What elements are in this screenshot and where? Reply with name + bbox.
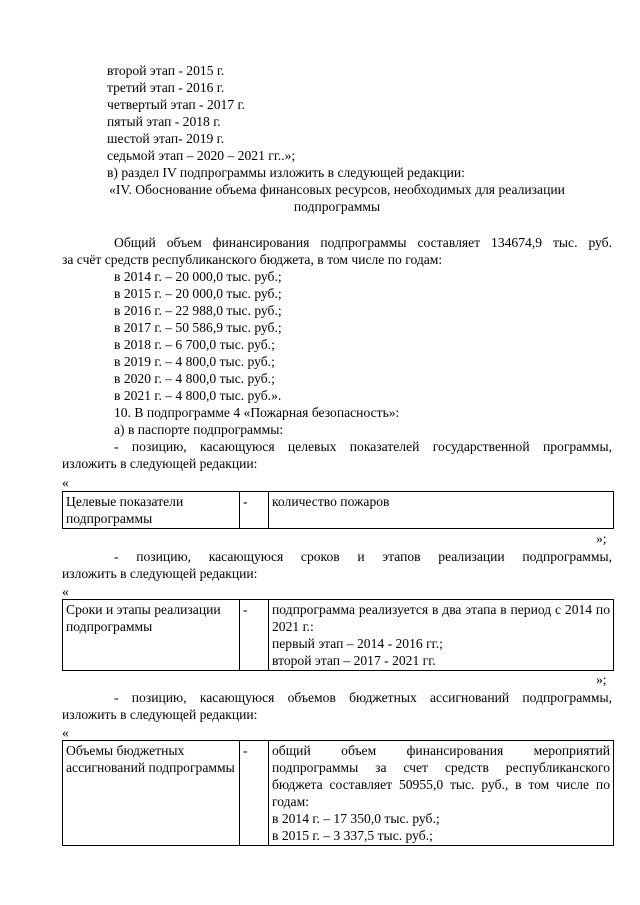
- table-cell-value: [269, 741, 614, 846]
- financing-year: в 2018 г. – 6 700,0 тыс. руб.;: [114, 337, 275, 352]
- section-heading-line2: подпрограммы: [293, 199, 381, 214]
- open-quote: «: [62, 475, 69, 490]
- pos2-line1: - позицию, касающуюся сроков и этапов реализации подпрограммы,: [114, 549, 612, 564]
- financing-year: в 2020 г. – 4 800,0 тыс. руб.;: [114, 371, 275, 386]
- financing-year: в 2016 г. – 22 988,0 тыс. руб.;: [114, 303, 282, 318]
- table-cell-label: Объемы бюджетных ассигнований подпрограммы: [63, 741, 240, 846]
- section-v-intro: в) раздел IV подпрограммы изложить в следующей редакции:: [107, 165, 465, 180]
- stage-line: третий этап - 2016 г.: [107, 80, 225, 95]
- financing-year: в 2015 г. – 20 000,0 тыс. руб.;: [114, 286, 282, 301]
- close-quote: »;: [596, 531, 607, 546]
- stage-line: шестой этап- 2019 г.: [107, 131, 225, 146]
- terms-paragraph: подпрограмма реализуется в два этапа в период с 2014 по 2021 г.:: [272, 602, 610, 634]
- open-quote: «: [62, 584, 69, 599]
- stage-line: второй этап - 2015 г.: [107, 63, 225, 78]
- table-budget-allocations: [62, 740, 614, 846]
- financing-year: в 2021 г. – 4 800,0 тыс. руб.».: [114, 388, 282, 403]
- financing-year: в 2014 г. – 20 000,0 тыс. руб.;: [114, 269, 282, 284]
- terms-stage-2: второй этап – 2017 - 2021 гг.: [272, 653, 436, 668]
- close-quote: »;: [596, 672, 607, 687]
- table-target-indicators: [62, 491, 614, 529]
- pos3-line2: изложить в следующей редакции:: [62, 707, 258, 722]
- table-cell-label: Сроки и этапы реализации подпрограммы: [63, 600, 240, 671]
- financing-line1: Общий объем финансирования подпрограммы составляет 134674,9 тыс. руб.: [114, 235, 612, 250]
- table-cell-value: [269, 600, 614, 671]
- stage-line: четвертый этап - 2017 г.: [107, 97, 245, 112]
- pos2-line2: изложить в следующей редакции:: [62, 566, 258, 581]
- stage-line: седьмой этап – 2020 – 2021 гг..»;: [107, 148, 296, 163]
- item-10: 10. В подпрограмме 4 «Пожарная безопасность»:: [114, 405, 400, 420]
- table-cell-dash: -: [240, 600, 269, 671]
- table-cell-label: Целевые показатели подпрограммы: [63, 492, 240, 529]
- pos1-line2: изложить в следующей редакции:: [62, 456, 258, 471]
- item-a: а) в паспорте подпрограммы:: [114, 422, 284, 437]
- terms-stage-1: первый этап – 2014 - 2016 гг.;: [272, 636, 443, 651]
- table-cell-dash: -: [240, 492, 269, 529]
- budget-paragraph: общий объем финансирования мероприятий подпрограммы за счет средств республиканского бюджета составляет 50955,0 тыс. руб., в том числе по годам:: [272, 743, 610, 809]
- table-cell-dash: -: [240, 741, 269, 846]
- financing-year: в 2019 г. – 4 800,0 тыс. руб.;: [114, 354, 275, 369]
- pos1-line1: - позицию, касающуюся целевых показателей государственной программы,: [114, 439, 612, 454]
- table-cell-value: количество пожаров: [269, 492, 614, 529]
- pos3-line1: - позицию, касающуюся объемов бюджетных ассигнований подпрограммы,: [114, 690, 612, 705]
- stage-line: пятый этап - 2018 г.: [107, 114, 221, 129]
- financing-line2: за счёт средств республиканского бюджета, в том числе по годам:: [62, 252, 443, 267]
- open-quote: «: [62, 725, 69, 740]
- budget-year: в 2014 г. – 17 350,0 тыс. руб.;: [272, 811, 440, 826]
- section-heading-line1: «IV. Обоснование объема финансовых ресурсов, необходимых для реализации: [109, 182, 565, 197]
- budget-year: в 2015 г. – 3 337,5 тыс. руб.;: [272, 828, 433, 843]
- table-terms-stages: [62, 599, 614, 671]
- financing-year: в 2017 г. – 50 586,9 тыс. руб.;: [114, 320, 282, 335]
